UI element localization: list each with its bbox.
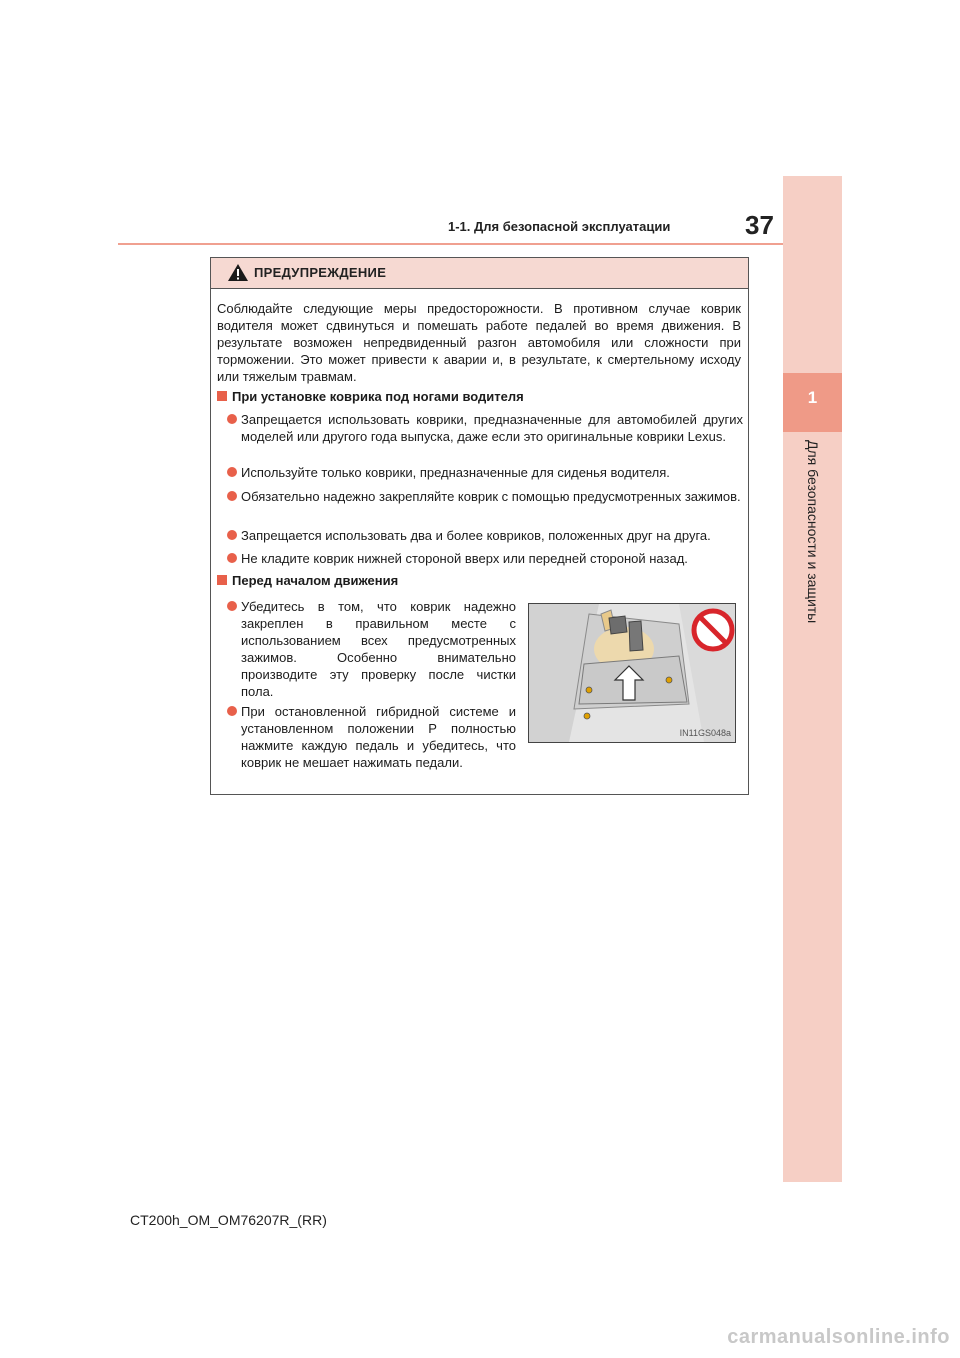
warning-intro: Соблюдайте следующие меры предосторожности. В противном случае коврик водителя может сдвинуться и помешать работе педалей во время движения. В результате возможен непредвиденный разгон автомобиля или сложности при торможении. Это может привести к аварии и, в результате, к смертельному исходу или тяжелым травмам. xyxy=(217,301,741,384)
warning-box xyxy=(210,257,749,795)
bullet-dot-icon xyxy=(227,706,237,716)
square-bullet-icon xyxy=(217,391,227,401)
list-item xyxy=(227,488,743,505)
bullet-dot-icon xyxy=(227,491,237,501)
warning-triangle-icon xyxy=(227,263,249,282)
list-item-text: Убедитесь в том, что коврик надежно закреплен в правильном месте с использованием всех предусмотренных зажимов. Особенно внимательно производите эту проверку после чистки пола. xyxy=(241,599,516,699)
floor-mat-illustration xyxy=(529,604,735,742)
list-item-text: Используйте только коврики, предназначенные для сиденья водителя. xyxy=(241,465,670,480)
floor-mat-figure xyxy=(528,603,736,743)
bullet-dot-icon xyxy=(227,553,237,563)
section-heading-installation xyxy=(217,389,524,404)
watermark: carmanualsonline.info xyxy=(727,1326,950,1348)
list-item-text: Запрещается использовать коврики, предназначенные для автомобилей других моделей или другого года выпуска, даже если это оригинальные коврики Lexus. xyxy=(241,412,743,444)
page-number: 37 xyxy=(745,210,774,240)
warning-title: ПРЕДУПРЕЖДЕНИЕ xyxy=(254,265,387,280)
footer-code: CT200h_OM_OM76207R_(RR) xyxy=(130,1212,327,1228)
side-strip xyxy=(783,176,842,1182)
list-item xyxy=(227,411,743,445)
list-item-text: Запрещается использовать два и более ковриков, положенных друг на друга. xyxy=(241,528,711,543)
warning-header xyxy=(211,258,748,289)
section-heading-text: При установке коврика под ногами водителя xyxy=(232,389,524,404)
list-item-text: При остановленной гибридной системе и установленном положении P полностью нажмите каждую педаль и убедитесь, что коврик не мешает нажимать педали. xyxy=(241,704,516,770)
bullet-dot-icon xyxy=(227,530,237,540)
list-item xyxy=(227,598,516,700)
section-heading-before-driving xyxy=(217,573,398,588)
list-item xyxy=(227,527,743,544)
section-title: 1-1. Для безопасной эксплуатации xyxy=(448,219,671,234)
chapter-label: Для безопасности и защиты xyxy=(805,440,821,624)
square-bullet-icon xyxy=(217,575,227,585)
section-heading-text: Перед началом движения xyxy=(232,573,399,588)
bullet-dot-icon xyxy=(227,414,237,424)
list-item-text: Не кладите коврик нижней стороной вверх или передней стороной назад. xyxy=(241,551,688,566)
list-item-text: Обязательно надежно закрепляйте коврик с помощью предусмотренных зажимов. xyxy=(241,489,741,504)
chapter-number: 1 xyxy=(807,388,818,407)
header-rule xyxy=(118,243,783,245)
bullet-dot-icon xyxy=(227,601,237,611)
list-item xyxy=(227,464,743,481)
list-item xyxy=(227,550,743,567)
bullet-dot-icon xyxy=(227,467,237,477)
figure-code: IN11GS048a xyxy=(679,728,731,738)
list-item xyxy=(227,703,516,771)
